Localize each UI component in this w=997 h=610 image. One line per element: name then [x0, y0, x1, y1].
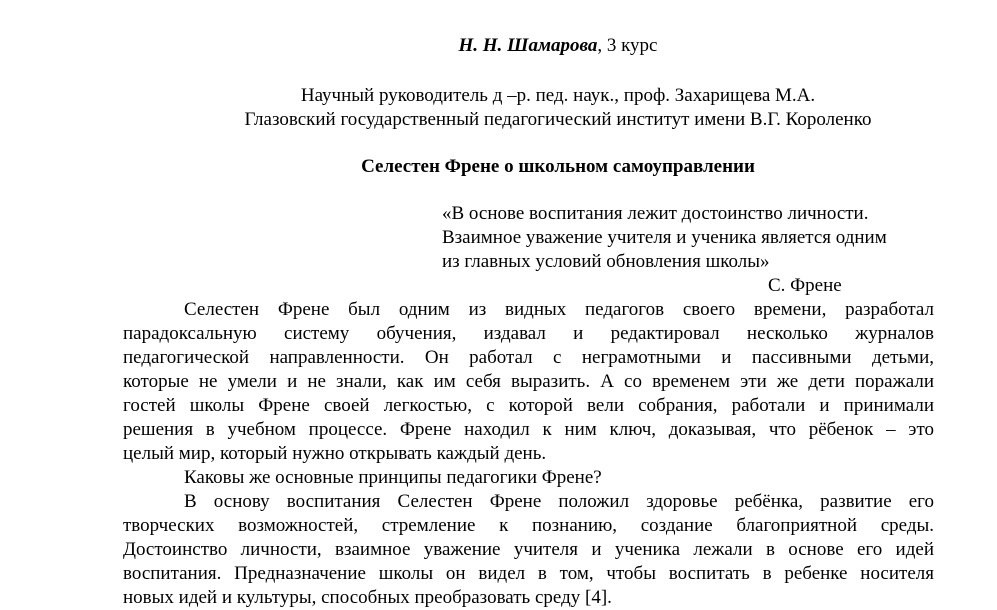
author-line [0, 34, 997, 58]
epigraph [442, 202, 942, 274]
epigraph-line: Взаимное уважение учителя и ученика является одним [442, 227, 887, 248]
text-line: решения в учебном процессе. Френе находил к ним ключ, доказывая, что рёбенок – это [123, 419, 934, 440]
text-line: творческих возможностей, стремление к познанию, создание благоприятной среды. [123, 515, 934, 536]
text-line: педагогической направленности. Он работал с неграмотными и пассивными детьми, [123, 347, 934, 368]
paragraph-2 [123, 466, 934, 490]
text-line: парадоксальную систему обучения, издавал и редактировал несколько журналов [123, 323, 934, 344]
author-course: , 3 курс [597, 35, 658, 56]
text-line: Каковы же основные принципы педагогики Френе? [184, 467, 602, 488]
text-line: целый мир, который нужно открывать каждый день. [123, 443, 547, 464]
supervisor-line: Научный руководитель д –р. пед. наук., проф. Захарищева М.А. [300, 85, 816, 106]
body-text [123, 298, 934, 610]
text-line: новых идей и культуры, способных преобразовать среду [4]. [123, 587, 612, 608]
text-line: которые не умели и не знали, как им себя выразить. А со временем эти же дети поражали [123, 371, 934, 392]
epigraph-line: «В основе воспитания лежит достоинство личности. [442, 203, 869, 224]
document-title: Селестен Френе о школьном самоуправлении [361, 156, 755, 177]
epigraph-line: из главных условий обновления школы» [442, 251, 770, 272]
text-line: воспитания. Предназначение школы он видел в том, чтобы воспитать в ребенке носителя [123, 563, 934, 584]
paragraph-3 [123, 490, 934, 610]
paragraph-1 [123, 298, 934, 466]
text-line: В основу воспитания Селестен Френе положил здоровье ребёнка, развитие его [184, 491, 934, 512]
epigraph-author: С. Френе [768, 275, 842, 296]
institute-line: Глазовский государственный педагогический институт имени В.Г. Короленко [244, 109, 872, 130]
author-name: Н. Н. Шамарова [458, 35, 598, 56]
text-line: Достоинство личности, взаимное уважение учителя и ученика лежали в основе его идей [123, 539, 934, 560]
text-line: гостей школы Френе своей легкостью, с которой вели собрания, работали и принимали [123, 395, 934, 416]
text-line: Селестен Френе был одним из видных педагогов своего времени, разработал [184, 299, 934, 320]
